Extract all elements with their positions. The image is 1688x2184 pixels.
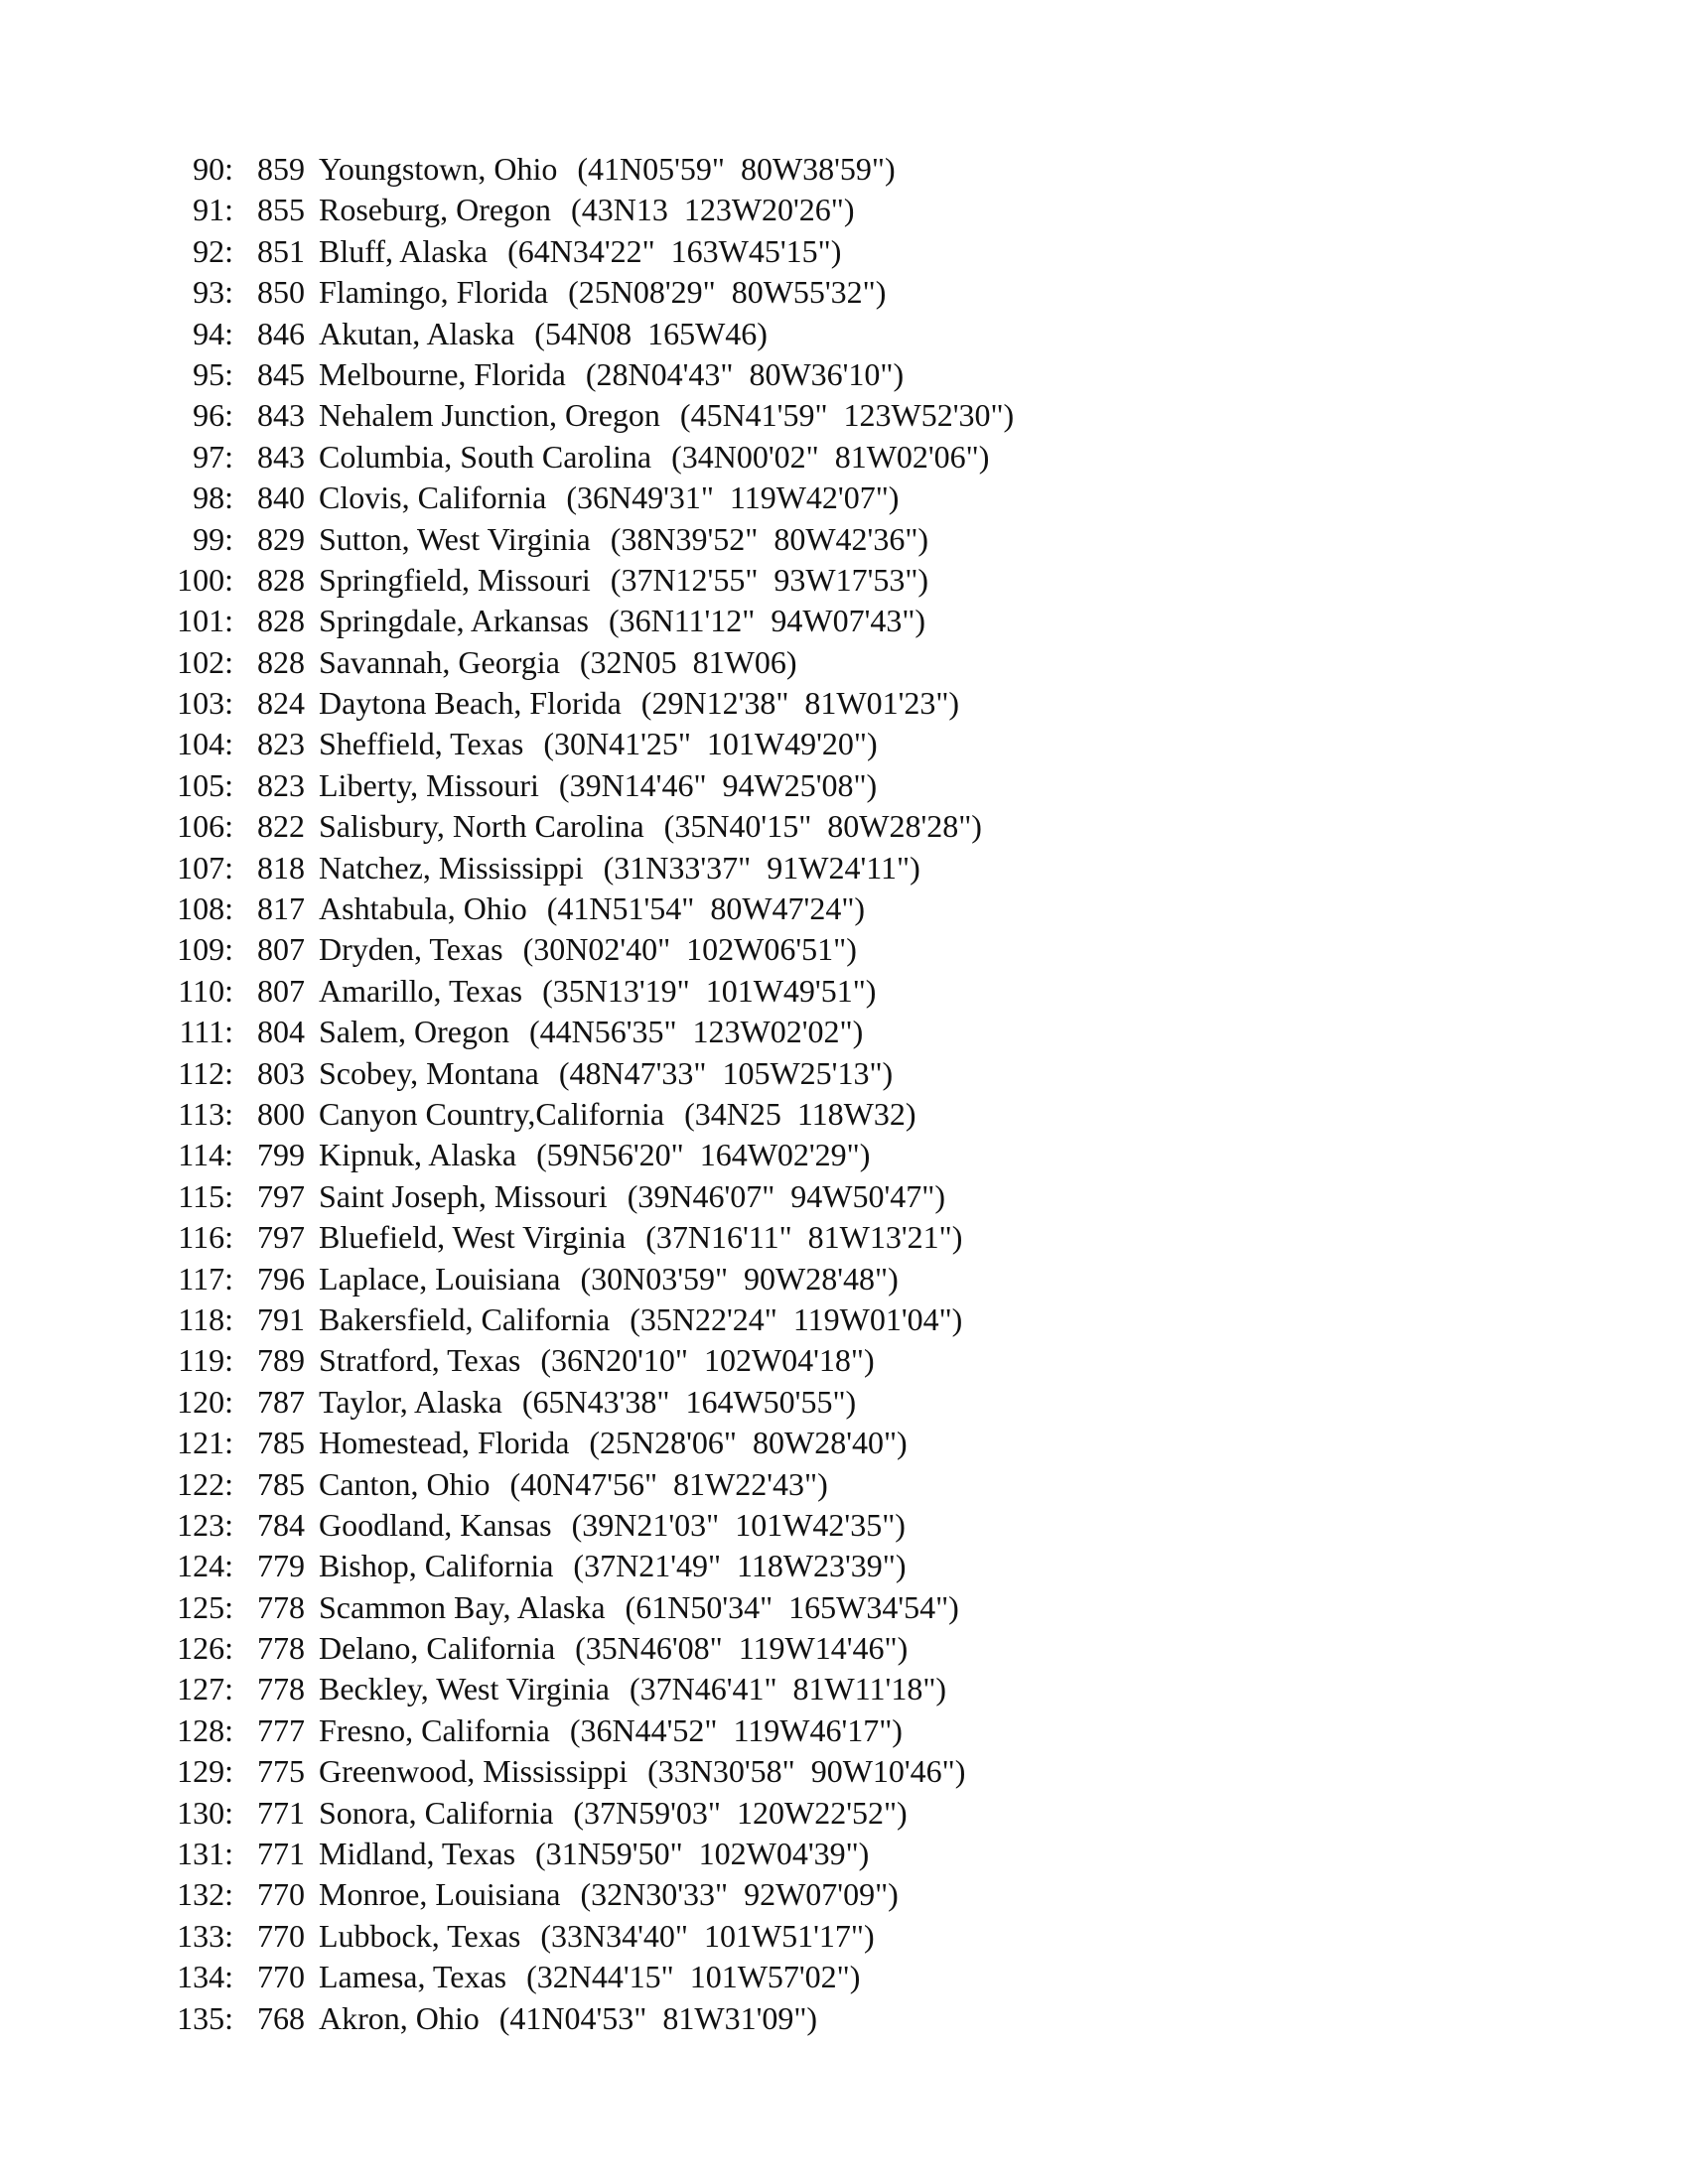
coordinates: (44N56'35" 123W02'02")	[528, 1014, 864, 1050]
coordinates: (54N08 165W46)	[534, 315, 768, 351]
coordinates: (35N22'24" 119W01'04")	[630, 1300, 963, 1337]
place-name: Liberty, Missouri	[319, 766, 539, 803]
rank-number: 109:	[177, 931, 233, 968]
list-item	[164, 765, 1014, 806]
value: 797	[257, 1177, 305, 1214]
value: 796	[257, 1260, 305, 1297]
place-name: Springdale, Arkansas	[319, 603, 589, 639]
coordinates: (35N13'19" 101W49'51")	[542, 972, 877, 1009]
place-name: Flamingo, Florida	[319, 274, 549, 311]
place-name: Dryden, Texas	[319, 931, 503, 968]
list-item	[164, 1546, 1014, 1586]
value: 789	[257, 1342, 305, 1379]
list-item	[164, 272, 1014, 313]
place-name: Akutan, Alaska	[319, 315, 515, 351]
rank-number: 113:	[178, 1095, 233, 1132]
list-item	[164, 354, 1014, 395]
coordinates: (37N59'03" 120W22'52")	[573, 1794, 908, 1831]
coordinates: (36N44'52" 119W46'17")	[569, 1711, 903, 1748]
place-name: Savannah, Georgia	[319, 643, 560, 680]
place-name: Lubbock, Texas	[319, 1917, 521, 1954]
place-name: Natchez, Mississippi	[319, 849, 584, 886]
rank-number: 119:	[178, 1342, 233, 1379]
list-item	[164, 1176, 1014, 1217]
place-name: Kipnuk, Alaska	[319, 1137, 517, 1173]
coordinates: (33N34'40" 101W51'17")	[540, 1917, 875, 1954]
rank-number: 102:	[177, 643, 233, 680]
coordinates: (33N30'58" 90W10'46")	[647, 1753, 966, 1790]
place-name: Nehalem Junction, Oregon	[319, 397, 660, 434]
value: 785	[257, 1425, 305, 1461]
value: 822	[257, 808, 305, 845]
value: 800	[257, 1095, 305, 1132]
place-name: Ashtabula, Ohio	[319, 890, 527, 927]
coordinates: (25N08'29" 80W55'32")	[568, 274, 887, 311]
value: 828	[257, 603, 305, 639]
place-name: Homestead, Florida	[319, 1425, 570, 1461]
place-name: Stratford, Texas	[319, 1342, 521, 1379]
value: 779	[257, 1548, 305, 1584]
coordinates: (37N12'55" 93W17'53")	[610, 561, 929, 598]
coordinates: (31N59'50" 102W04'39")	[535, 1836, 870, 1872]
place-name: Salem, Oregon	[319, 1014, 509, 1050]
place-name: Fresno, California	[319, 1711, 550, 1748]
place-name: Monroe, Louisiana	[319, 1876, 561, 1913]
value: 828	[257, 561, 305, 598]
value: 768	[257, 1999, 305, 2036]
value: 855	[257, 192, 305, 228]
list-item	[164, 1957, 1014, 1997]
list-item	[164, 1793, 1014, 1834]
value: 807	[257, 972, 305, 1009]
rank-number: 90:	[193, 151, 233, 187]
place-name: Lamesa, Texas	[319, 1959, 507, 1995]
value: 843	[257, 438, 305, 475]
list-item	[164, 1998, 1014, 2039]
rank-number: 98:	[193, 479, 233, 516]
rank-number: 133:	[177, 1917, 233, 1954]
place-name: Midland, Texas	[319, 1836, 516, 1872]
coordinates: (39N46'07" 94W50'47")	[627, 1177, 945, 1214]
value: 797	[257, 1219, 305, 1256]
coordinates: (65N43'38" 164W50'55")	[521, 1383, 857, 1420]
coordinates: (39N14'46" 94W25'08")	[558, 766, 878, 803]
place-name: Columbia, South Carolina	[319, 438, 652, 475]
coordinates: (29N12'38" 81W01'23")	[640, 685, 960, 722]
rank-number: 132:	[177, 1876, 233, 1913]
rank-number: 125:	[177, 1588, 233, 1625]
rank-number: 111:	[179, 1014, 233, 1050]
list-item	[164, 1834, 1014, 1874]
value: 817	[257, 890, 305, 927]
coordinates: (30N03'59" 90W28'48")	[580, 1260, 899, 1297]
value: 828	[257, 643, 305, 680]
coordinates: (30N02'40" 102W06'51")	[522, 931, 857, 968]
list-item	[164, 1874, 1014, 1915]
list-item	[164, 1505, 1014, 1546]
list-item	[164, 478, 1014, 518]
coordinates: (31N33'37" 91W24'11")	[603, 849, 920, 886]
coordinates: (34N00'02" 81W02'06")	[671, 438, 990, 475]
coordinates: (35N46'08" 119W14'46")	[575, 1630, 909, 1667]
rank-number: 92:	[193, 232, 233, 269]
value: 778	[257, 1630, 305, 1667]
rank-number: 110:	[178, 972, 233, 1009]
place-name: Canton, Ohio	[319, 1465, 491, 1502]
rank-number: 96:	[193, 397, 233, 434]
list-item	[164, 1340, 1014, 1381]
value: 775	[257, 1753, 305, 1790]
list-item	[164, 1628, 1014, 1669]
list-item	[164, 1094, 1014, 1135]
coordinates: (41N04'53" 81W31'09")	[498, 1999, 818, 2036]
list-item	[164, 848, 1014, 888]
rank-number: 112:	[178, 1054, 233, 1091]
rank-number: 115:	[178, 1177, 233, 1214]
place-name: Beckley, West Virginia	[319, 1671, 610, 1707]
rank-number: 93:	[193, 274, 233, 311]
coordinates: (35N40'15" 80W28'28")	[663, 808, 982, 845]
coordinates: (37N46'41" 81W11'18")	[629, 1671, 947, 1707]
list-item	[164, 190, 1014, 230]
list-item	[164, 231, 1014, 272]
place-name: Bishop, California	[319, 1548, 554, 1584]
rank-number: 118:	[178, 1300, 233, 1337]
place-name: Goodland, Kansas	[319, 1506, 552, 1543]
value: 823	[257, 766, 305, 803]
place-name: Melbourne, Florida	[319, 355, 566, 392]
rank-number: 130:	[177, 1794, 233, 1831]
value: 807	[257, 931, 305, 968]
list-item	[164, 1053, 1014, 1094]
list-item	[164, 149, 1014, 190]
coordinates: (59N56'20" 164W02'29")	[536, 1137, 871, 1173]
rank-number: 135:	[177, 1999, 233, 2036]
rank-number: 94:	[193, 315, 233, 351]
rank-number: 123:	[177, 1506, 233, 1543]
value: 771	[257, 1836, 305, 1872]
place-name: Springfield, Missouri	[319, 561, 591, 598]
value: 850	[257, 274, 305, 311]
value: 845	[257, 355, 305, 392]
value: 818	[257, 849, 305, 886]
rank-number: 100:	[177, 561, 233, 598]
value: 770	[257, 1876, 305, 1913]
rank-number: 99:	[193, 520, 233, 557]
place-name: Roseburg, Oregon	[319, 192, 552, 228]
rank-number: 103:	[177, 685, 233, 722]
value: 778	[257, 1671, 305, 1707]
place-name: Bluefield, West Virginia	[319, 1219, 627, 1256]
coordinates: (43N13 123W20'26")	[571, 192, 855, 228]
place-name: Sutton, West Virginia	[319, 520, 591, 557]
value: 824	[257, 685, 305, 722]
list-item	[164, 1751, 1014, 1792]
coordinates: (64N34'22" 163W45'15")	[507, 232, 842, 269]
rank-number: 117:	[178, 1260, 233, 1297]
coordinates: (38N39'52" 80W42'36")	[610, 520, 929, 557]
value: 843	[257, 397, 305, 434]
coordinates: (32N44'15" 101W57'02")	[526, 1959, 861, 1995]
coordinates: (32N30'33" 92W07'09")	[580, 1876, 899, 1913]
value: 784	[257, 1506, 305, 1543]
value: 787	[257, 1383, 305, 1420]
rank-number: 134:	[177, 1959, 233, 1995]
list-item	[164, 1012, 1014, 1052]
coordinates: (37N16'11" 81W13'21")	[645, 1219, 963, 1256]
rank-number: 122:	[177, 1465, 233, 1502]
coordinates: (32N05 81W06)	[579, 643, 797, 680]
value: 829	[257, 520, 305, 557]
value: 785	[257, 1465, 305, 1502]
coordinates: (28N04'43" 80W36'10")	[585, 355, 905, 392]
coordinates: (61N50'34" 165W34'54")	[625, 1588, 959, 1625]
value: 803	[257, 1054, 305, 1091]
list-item	[164, 1259, 1014, 1299]
place-name: Sonora, California	[319, 1794, 554, 1831]
value: 791	[257, 1300, 305, 1337]
place-name: Sheffield, Texas	[319, 726, 524, 762]
list-item	[164, 1587, 1014, 1628]
rank-number: 128:	[177, 1711, 233, 1748]
list-item	[164, 519, 1014, 560]
value: 799	[257, 1137, 305, 1173]
value: 777	[257, 1711, 305, 1748]
list-item	[164, 1423, 1014, 1463]
rank-number: 95:	[193, 355, 233, 392]
rank-number: 126:	[177, 1630, 233, 1667]
place-name: Canyon Country,California	[319, 1095, 665, 1132]
rank-number: 106:	[177, 808, 233, 845]
list-item	[164, 1916, 1014, 1957]
place-name: Youngstown, Ohio	[319, 151, 558, 187]
rank-number: 114:	[178, 1137, 233, 1173]
coordinates: (40N47'56" 81W22'43")	[509, 1465, 828, 1502]
place-name: Akron, Ohio	[319, 1999, 480, 2036]
place-name: Bluff, Alaska	[319, 232, 489, 269]
coordinates: (48N47'33" 105W25'13")	[558, 1054, 894, 1091]
rank-number: 107:	[177, 849, 233, 886]
ranking-list	[164, 149, 1014, 2039]
coordinates: (39N21'03" 101W42'35")	[571, 1506, 906, 1543]
place-name: Delano, California	[319, 1630, 556, 1667]
value: 770	[257, 1917, 305, 1954]
rank-number: 105:	[177, 766, 233, 803]
rank-number: 131:	[177, 1836, 233, 1872]
coordinates: (36N49'31" 119W42'07")	[566, 479, 900, 516]
rank-number: 108:	[177, 890, 233, 927]
coordinates: (25N28'06" 80W28'40")	[589, 1425, 908, 1461]
list-item	[164, 929, 1014, 970]
list-item	[164, 1135, 1014, 1175]
coordinates: (41N05'59" 80W38'59")	[577, 151, 896, 187]
coordinates: (36N20'10" 102W04'18")	[540, 1342, 875, 1379]
list-item	[164, 971, 1014, 1012]
value: 804	[257, 1014, 305, 1050]
list-item	[164, 724, 1014, 764]
coordinates: (37N21'49" 118W23'39")	[573, 1548, 907, 1584]
place-name: Scobey, Montana	[319, 1054, 539, 1091]
list-item	[164, 1299, 1014, 1340]
rank-number: 129:	[177, 1753, 233, 1790]
place-name: Daytona Beach, Florida	[319, 685, 622, 722]
list-item	[164, 1382, 1014, 1423]
rank-number: 97:	[193, 438, 233, 475]
list-item	[164, 560, 1014, 601]
place-name: Taylor, Alaska	[319, 1383, 502, 1420]
list-item	[164, 683, 1014, 724]
place-name: Scammon Bay, Alaska	[319, 1588, 606, 1625]
value: 851	[257, 232, 305, 269]
value: 778	[257, 1588, 305, 1625]
coordinates: (41N51'54" 80W47'24")	[546, 890, 866, 927]
rank-number: 101:	[177, 603, 233, 639]
list-item	[164, 1217, 1014, 1258]
list-item	[164, 1710, 1014, 1751]
value: 771	[257, 1794, 305, 1831]
list-item	[164, 806, 1014, 847]
value: 823	[257, 726, 305, 762]
list-item	[164, 888, 1014, 929]
rank-number: 120:	[177, 1383, 233, 1420]
list-item	[164, 1669, 1014, 1709]
value: 846	[257, 315, 305, 351]
place-name: Salisbury, North Carolina	[319, 808, 644, 845]
list-item	[164, 437, 1014, 478]
value: 840	[257, 479, 305, 516]
place-name: Bakersfield, California	[319, 1300, 611, 1337]
place-name: Clovis, California	[319, 479, 547, 516]
rank-number: 116:	[178, 1219, 233, 1256]
list-item	[164, 642, 1014, 683]
rank-number: 124:	[177, 1548, 233, 1584]
list-item	[164, 601, 1014, 641]
rank-number: 127:	[177, 1671, 233, 1707]
rank-number: 104:	[177, 726, 233, 762]
list-item	[164, 314, 1014, 354]
rank-number: 91:	[193, 192, 233, 228]
coordinates: (30N41'25" 101W49'20")	[543, 726, 878, 762]
coordinates: (34N25 118W32)	[684, 1095, 916, 1132]
coordinates: (45N41'59" 123W52'30")	[679, 397, 1015, 434]
list-item	[164, 1464, 1014, 1505]
place-name: Amarillo, Texas	[319, 972, 523, 1009]
coordinates: (36N11'12" 94W07'43")	[608, 603, 926, 639]
value: 770	[257, 1959, 305, 1995]
place-name: Saint Joseph, Missouri	[319, 1177, 608, 1214]
place-name: Laplace, Louisiana	[319, 1260, 561, 1297]
place-name: Greenwood, Mississippi	[319, 1753, 629, 1790]
list-item	[164, 395, 1014, 436]
rank-number: 121:	[177, 1425, 233, 1461]
value: 859	[257, 151, 305, 187]
